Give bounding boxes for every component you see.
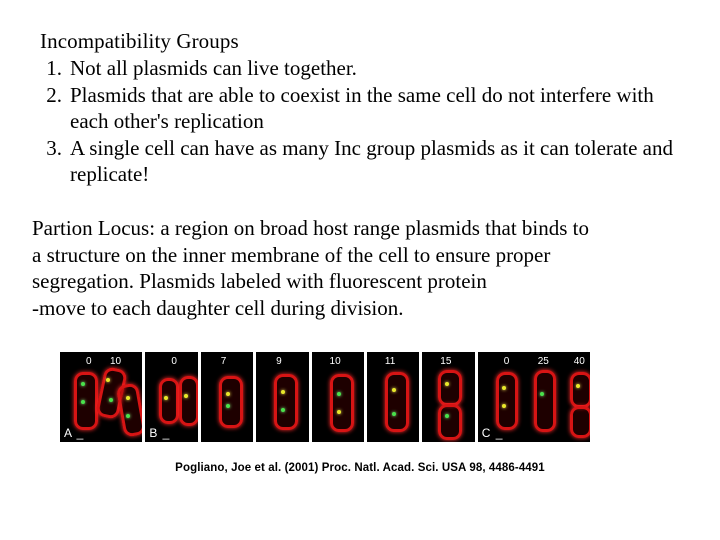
fluorescent-focus [81,382,85,386]
figure-panel-c [478,352,590,442]
fluorescent-focus [126,396,130,400]
list-item-text: Not all plasmids can live together. [70,56,357,80]
cell-shape [570,406,590,438]
fluorescent-focus [502,386,506,390]
list-item-text: Plasmids that are able to coexist in the same cell do not interfere with each other's replication [70,83,654,133]
cell-shape [159,378,179,424]
figure-panel-b-frame-11 [367,352,419,442]
list-item-number: 2. [46,83,62,107]
figure-panel-a [60,352,142,442]
figure-panel-b-frame-15 [422,352,474,442]
citation-text: Pogliano, Joe et al. (2001) Proc. Natl. Acad. Sci. USA 98, 4486-4491 [175,462,545,474]
paragraph-line: Partion Locus: a region on broad host range plasmids that binds to [32,216,589,240]
cell-shape [116,382,143,437]
fluorescent-focus [106,378,110,382]
heading-block [40,28,680,187]
figure-panel-b-frame-7 [201,352,253,442]
panel-tick-label: 0 [86,356,92,367]
panel-label: B _ [149,426,171,440]
panel-tick-label: 0 [171,356,177,367]
list-item-number: 3. [46,136,62,160]
micrograph-figure [60,352,590,442]
fluorescent-focus [81,400,85,404]
fluorescent-focus [109,398,113,402]
fluorescent-focus [126,414,130,418]
panel-label: A _ [64,426,85,440]
fluorescent-focus [226,392,230,396]
fluorescent-focus [392,412,396,416]
paragraph-line: segregation. Plasmids labeled with fluorescent protein [32,269,487,293]
list-item [40,55,680,81]
panel-tick-label: 10 [110,356,122,367]
figure-panel-b-frame-10 [312,352,364,442]
cell-shape [570,372,590,408]
panel-label: C _ [481,426,504,440]
cell-shape [496,372,518,430]
cell-shape [274,374,298,430]
paragraph-line: -move to each daughter cell during division. [32,295,404,320]
fluorescent-focus [540,392,544,396]
figure-panel-b [145,352,197,442]
panel-tick-label: 10 [329,356,341,367]
paragraph-line: a structure on the inner membrane of the cell to ensure proper [32,242,551,267]
fluorescent-focus [576,384,580,388]
fluorescent-focus [392,388,396,392]
list-item-number: 1. [46,56,62,80]
panel-tick-label: 11 [384,356,396,367]
panel-tick-label: 0 [503,356,510,367]
panel-tick-label: 40 [573,356,585,367]
cell-shape [179,376,197,426]
cell-shape [438,370,462,406]
fluorescent-focus [337,392,341,396]
page-title: Incompatibility Groups [40,29,239,53]
list-item [40,135,680,187]
list-item-text: A single cell can have as many Inc group plasmids as it can tolerate and replicate! [70,136,673,186]
cell-shape [385,372,409,432]
body-paragraph [32,215,692,321]
cell-shape [219,376,243,428]
panel-tick-label: 25 [537,356,549,367]
panel-tick-label: 7 [220,356,227,367]
cell-shape [330,374,354,432]
panel-tick-label: 15 [440,356,452,367]
fluorescent-focus [337,410,341,414]
figure-panel-b-frame-9 [256,352,308,442]
panel-tick-label: 9 [276,356,282,367]
cell-shape [74,372,98,430]
list-item [40,82,680,134]
cell-shape [534,370,556,432]
fluorescent-focus [502,404,506,408]
fluorescent-focus [226,404,230,408]
numbered-list [40,55,680,187]
cell-shape [438,404,462,440]
